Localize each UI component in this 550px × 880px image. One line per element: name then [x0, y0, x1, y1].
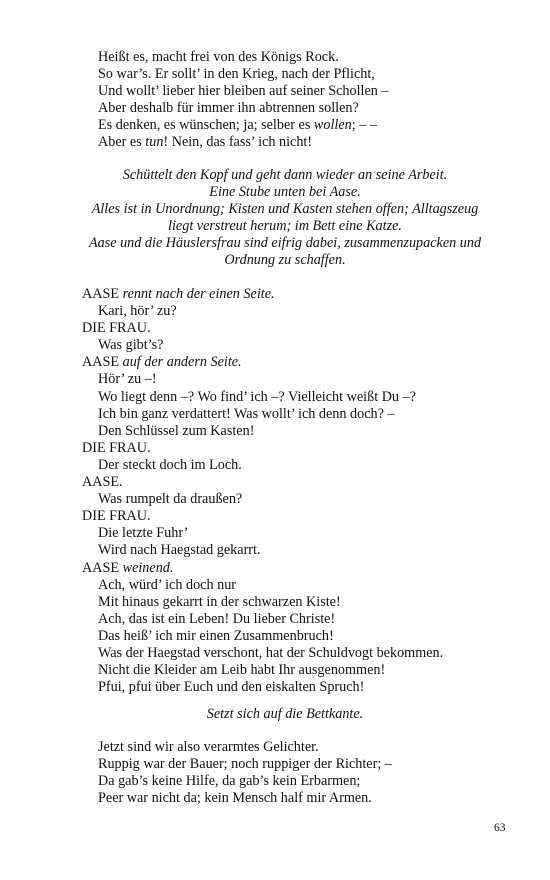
verse-text: Aber es — [98, 134, 146, 151]
stage-direction: Setzt sich auf die Bettkante. — [206, 706, 364, 722]
speaker-name: DIE FRAU. — [82, 508, 151, 525]
stage-direction: Aase und die Häuslersfrau sind eifrig dabei, zusammenzupacken und — [88, 235, 482, 252]
verse-line — [0, 117, 550, 134]
verse-line: Wo liegt denn –? Wo find’ ich –? Vielleicht weißt Du –? — [98, 388, 416, 405]
speaker-line — [0, 286, 550, 303]
verse-line: Mit hinaus gekarrt in der schwarzen Kiste! — [98, 593, 341, 610]
verse-line: So war’s. Er sollt’ in den Krieg, nach der Pflicht, — [98, 66, 375, 83]
speaker-line — [0, 354, 550, 371]
verse-line: Wird nach Haegstad gekarrt. — [98, 542, 261, 559]
speaker-name: DIE FRAU. — [82, 439, 151, 456]
stage-direction-block — [0, 167, 550, 270]
verse-line: Den Schlüssel zum Kasten! — [98, 422, 255, 439]
verse-line: Die letzte Fuhr’ — [98, 525, 189, 542]
speaker-name: AASE. — [82, 474, 123, 491]
verse-line: Was rumpelt da draußen? — [98, 491, 243, 508]
verse-line: Der steckt doch im Loch. — [98, 456, 242, 473]
verse-line: Ach, würd’ ich doch nur — [98, 576, 237, 593]
verse-line: Ich bin ganz verdattert! Was wollt’ ich denn doch? – — [98, 405, 395, 422]
verse-line: Was gibt’s? — [98, 337, 164, 354]
verse-line: Peer war nicht da; kein Mensch half mir Armen. — [98, 790, 372, 807]
verse-line: Kari, hör’ zu? — [98, 303, 177, 320]
verse-line: Ruppig war der Bauer; noch ruppiger der Richter; – — [98, 756, 392, 773]
verse-block-top — [0, 49, 550, 152]
emphasis: wollen — [313, 117, 352, 134]
stage-direction: liegt verstreut herum; im Bett eine Katze. — [168, 218, 402, 235]
verse-line: Hör’ zu –! — [98, 371, 157, 388]
verse-line: Und wollt’ lieber hier bleiben auf seiner Schollen – — [98, 83, 389, 100]
verse-text: ; – – — [351, 117, 377, 134]
dialogue-block — [0, 286, 550, 696]
verse-line — [0, 134, 550, 151]
verse-text: Es denken, es wünschen; ja; selber es — [98, 117, 314, 134]
verse-line: Aber deshalb für immer ihn abtrennen sollen? — [98, 100, 359, 117]
page-number: 63 — [494, 822, 506, 834]
stage-direction: Alles ist in Unordnung; Kisten und Kasten stehen offen; Alltagszeug — [91, 201, 479, 218]
verse-line: Da gab’s keine Hilfe, da gab’s kein Erbarmen; — [98, 773, 361, 790]
stage-direction: auf der andern Seite. — [119, 354, 242, 371]
speaker-name: DIE FRAU. — [82, 320, 151, 337]
speaker-name: AASE — [82, 286, 120, 302]
verse-line: Jetzt sind wir also verarmtes Gelichter. — [98, 739, 319, 755]
verse-block-bottom — [0, 739, 550, 807]
speaker-name: AASE — [82, 559, 120, 576]
verse-line: Nicht die Kleider am Leib habt Ihr ausgenommen! — [98, 662, 386, 679]
stage-direction: Schüttelt den Kopf und geht dann wieder an seine Arbeit. — [122, 167, 448, 183]
emphasis: tun — [145, 134, 164, 151]
verse-line: Heißt es, macht frei von des Königs Rock. — [98, 49, 339, 65]
speaker-line — [0, 560, 550, 577]
stage-direction: weinend. — [119, 559, 174, 576]
verse-line: Pfui, pfui über Euch und den eiskalten Spruch! — [98, 679, 365, 696]
verse-text: ! Nein, das fass’ ich nicht! — [163, 134, 313, 151]
stage-direction-block — [0, 706, 550, 723]
stage-direction: Eine Stube unten bei Aase. — [209, 184, 361, 201]
speaker-name: AASE — [82, 354, 120, 371]
verse-line: Was der Haegstad verschont, hat der Schuldvogt bekommen. — [98, 644, 444, 661]
stage-direction: Ordnung zu schaffen. — [224, 252, 346, 269]
verse-line: Ach, das ist ein Leben! Du lieber Christe! — [98, 610, 336, 627]
verse-line: Das heiß’ ich mir einen Zusammenbruch! — [98, 627, 334, 644]
stage-direction: rennt nach der einen Seite. — [119, 286, 275, 302]
